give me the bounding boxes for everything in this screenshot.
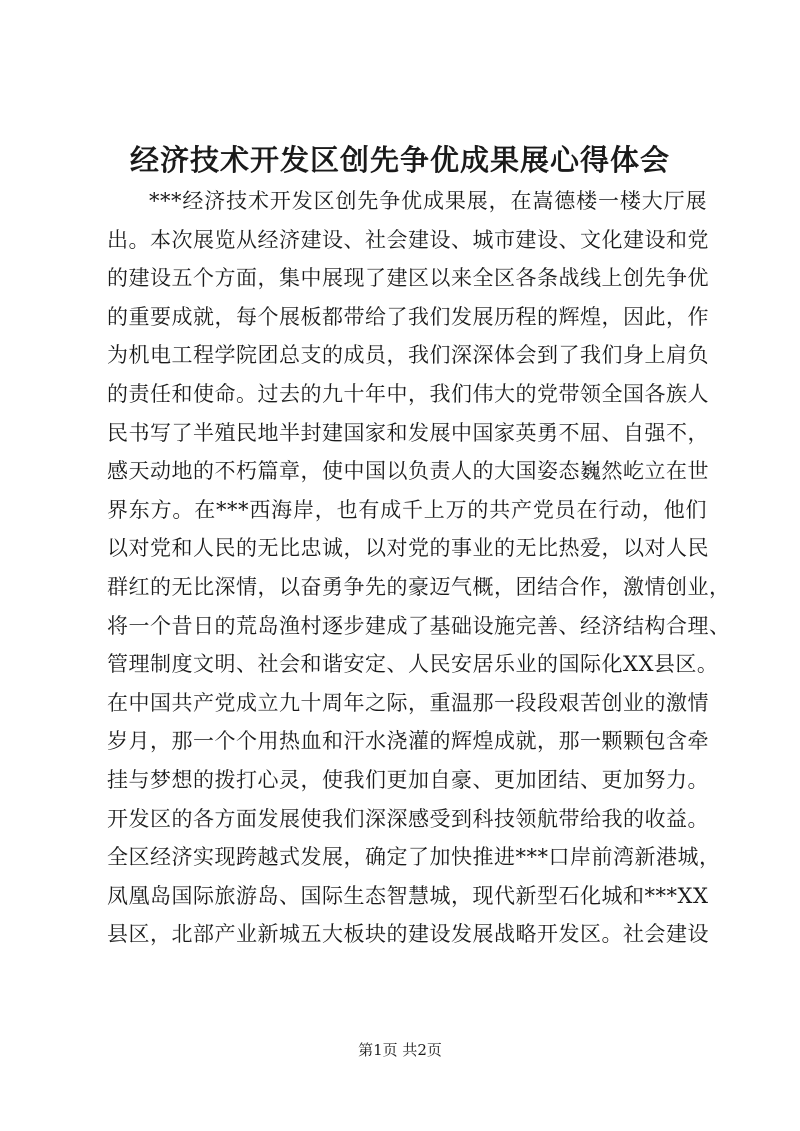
document-title: 经济技术开发区创先争优成果展心得体会 <box>129 143 670 177</box>
page-number-footer: 第1页 共2页 <box>358 1041 442 1059</box>
body-line: 将一个昔日的荒岛渔村逐步建成了基础设施完善、经济结构合理、 <box>107 613 731 638</box>
body-line: 的建设五个方面，集中展现了建区以来全区各条战线上创先争优 <box>107 266 709 291</box>
body-line: 管理制度文明、社会和谐安定、人民安居乐业的国际化XX县区。 <box>107 652 719 677</box>
body-line: 出。本次展览从经济建设、社会建设、城市建设、文化建设和党 <box>107 227 709 252</box>
body-line: 开发区的各方面发展使我们深深感受到科技领航带给我的收益。 <box>107 806 709 831</box>
body-line: 感天动地的不朽篇章，使中国以负责人的大国姿态巍然屹立在世 <box>107 459 709 484</box>
document-body <box>107 182 731 954</box>
body-line: 为机电工程学院团总支的成员，我们深深体会到了我们身上肩负 <box>107 343 709 368</box>
body-line: 凤凰岛国际旅游岛、国际生态智慧城，现代新型石化城和***XX <box>107 883 709 908</box>
body-line: 挂与梦想的拨打心灵，使我们更加自豪、更加团结、更加努力。 <box>107 767 709 792</box>
body-line: 岁月，那一个个用热血和汗水浇灌的辉煌成就，那一颗颗包含牵 <box>107 729 709 754</box>
body-line: 群红的无比深情，以奋勇争先的豪迈气概，团结合作，激情创业， <box>107 574 731 599</box>
body-line: 以对党和人民的无比忠诚，以对党的事业的无比热爱，以对人民 <box>107 536 709 561</box>
body-line: 在中国共产党成立九十周年之际，重温那一段段艰苦创业的激情 <box>107 690 709 715</box>
body-line: 民书写了半殖民地半封建国家和发展中国家英勇不屈、自强不， <box>107 420 709 445</box>
body-line: ***经济技术开发区创先争优成果展，在嵩德楼一楼大厅展 <box>149 189 707 213</box>
body-line: 的重要成就，每个展板都带给了我们发展历程的辉煌，因此，作 <box>107 304 709 329</box>
body-line: 全区经济实现跨越式发展，确定了加快推进***口岸前湾新港城， <box>107 845 721 870</box>
body-line: 的责任和使命。过去的九十年中，我们伟大的党带领全国各族人 <box>107 381 709 406</box>
body-line: 界东方。在***西海岸，也有成千上万的共产党员在行动，他们 <box>107 497 707 522</box>
body-line: 县区，北部产业新城五大板块的建设发展战略开发区。社会建设 <box>107 922 709 947</box>
